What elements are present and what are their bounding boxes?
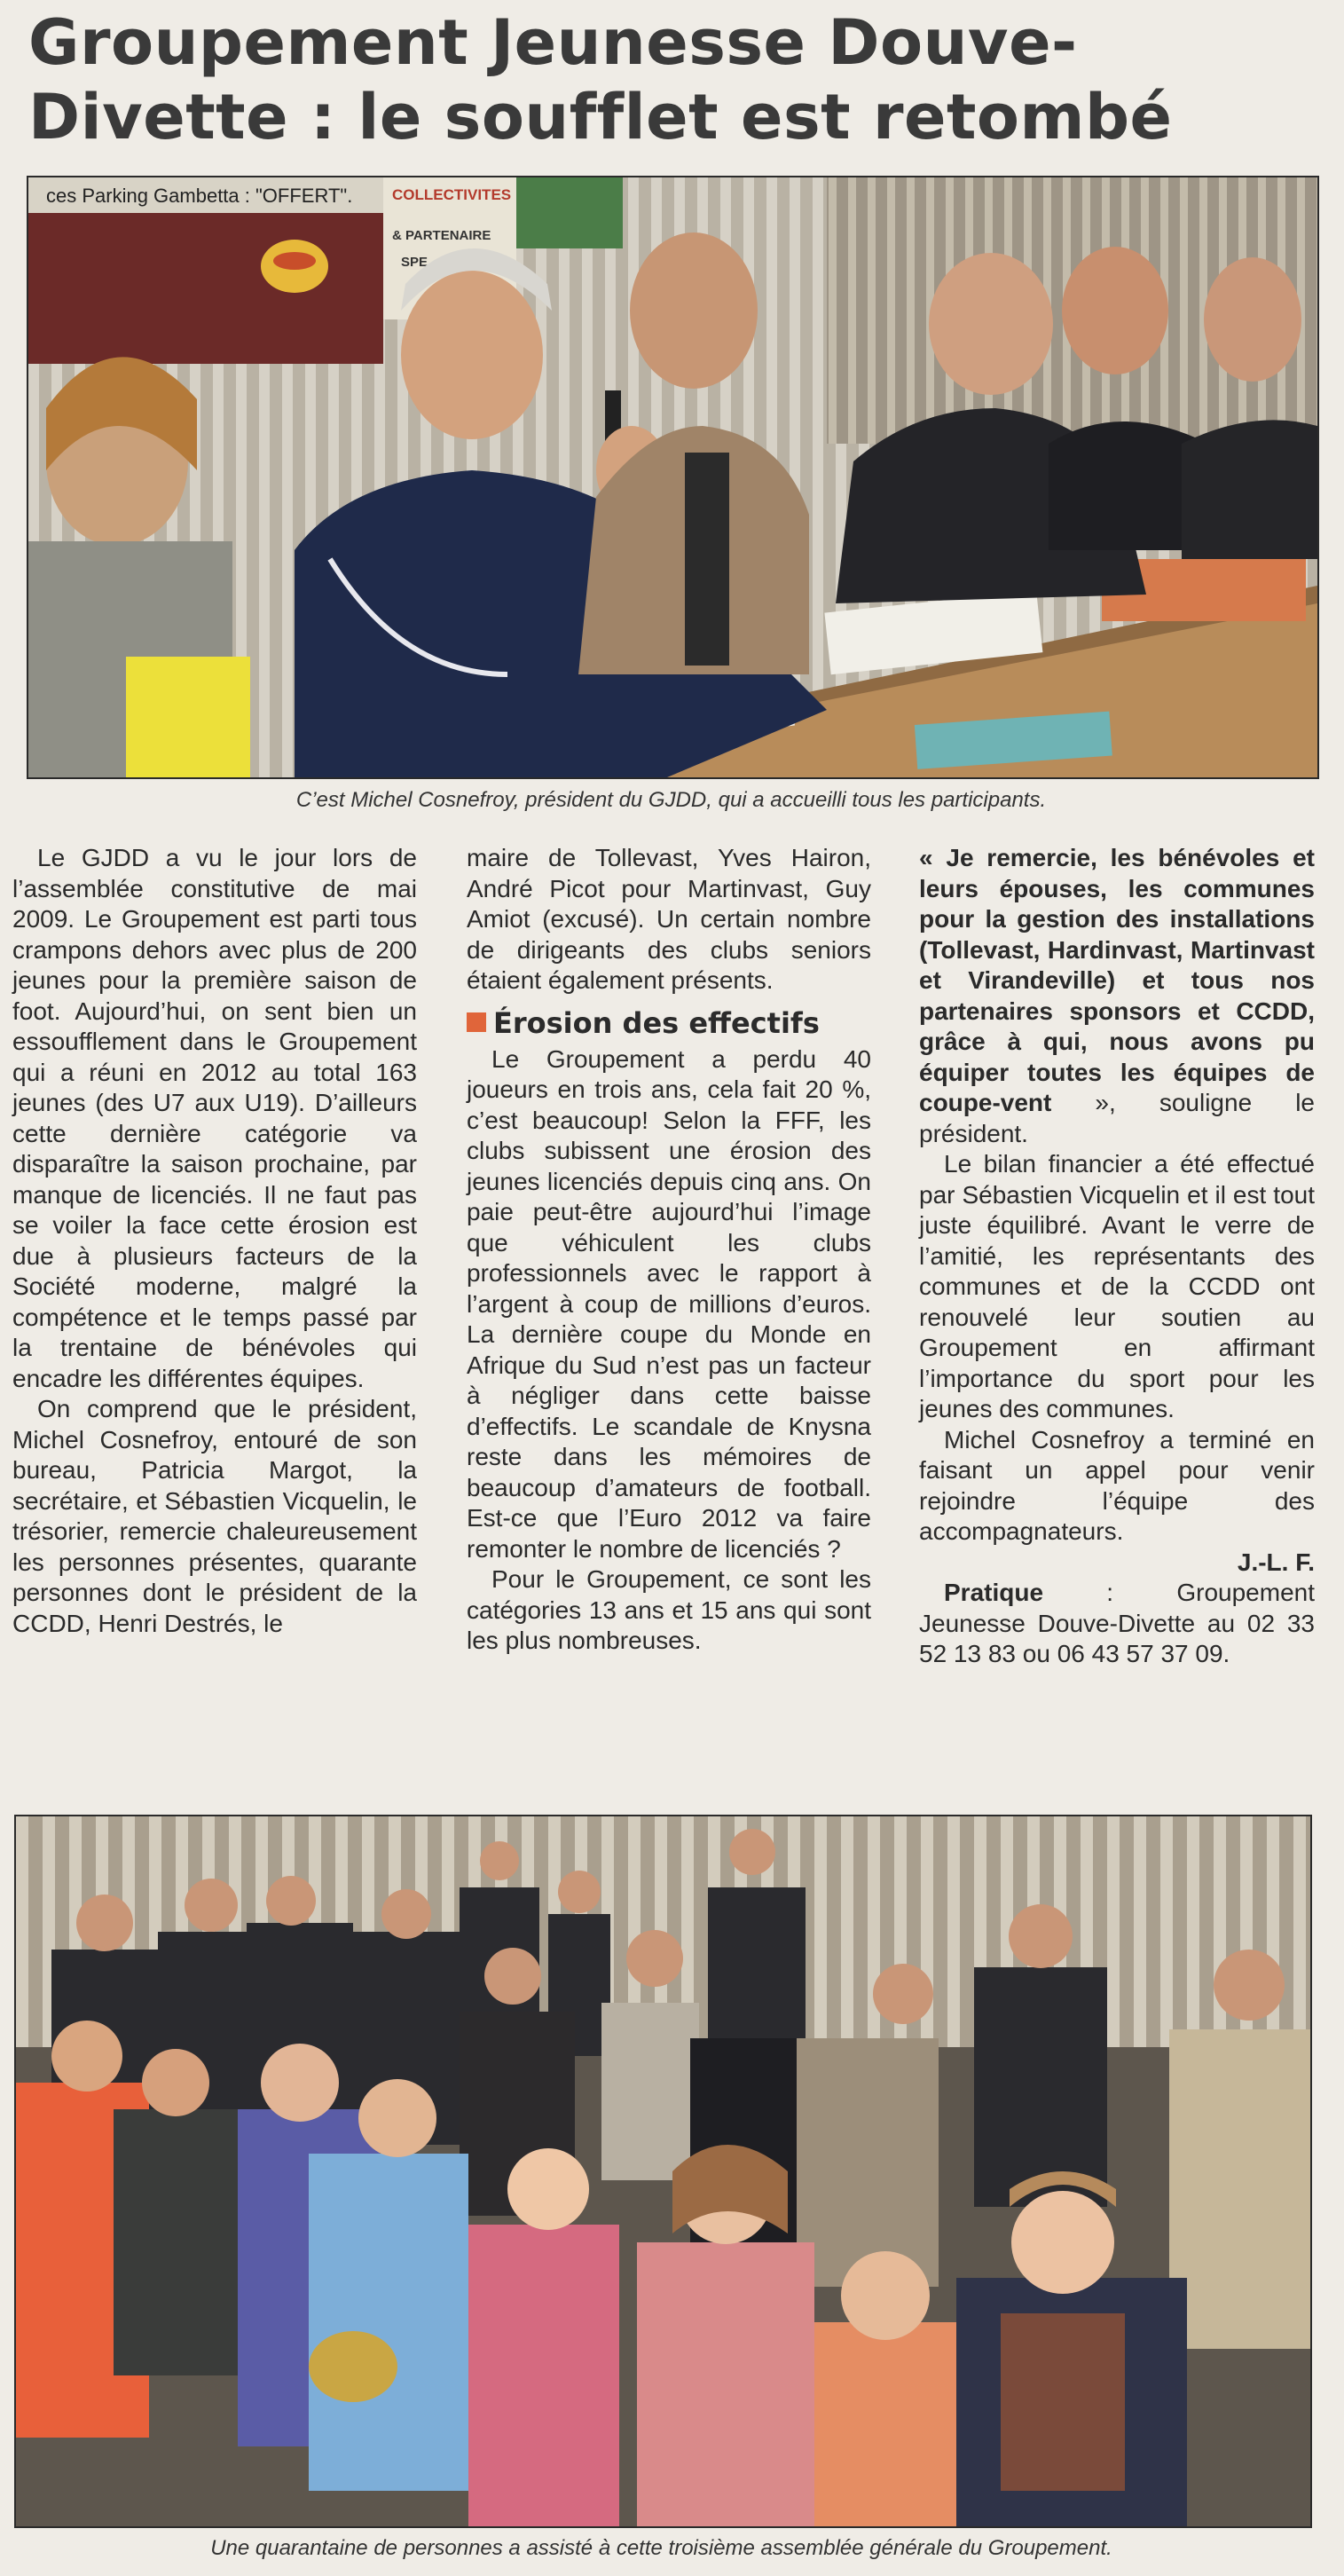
- paragraph-erosion: Le Groupement a perdu 40 joueurs en trois ans, cela fait 20 %, c’est beaucoup! Selon la FFF, les clubs subissent une érosion des jeunes licenciés depuis cinq ans. On paie peut-être aujourd’hui l’image que véhiculent les clubs professionnels avec le rapport à l’argent à coup de millions d’euros. La dernière coupe du Monde en Afrique du Sud n’est pas un facteur à négliger dans cette baisse d’effectifs. Le scandale de Knysna reste dans les mémoires de beaucoup d’amateurs de football. Est-ce que l’Euro 2012 va faire remonter le nombre de licenciés ?: [467, 1044, 871, 1563]
- article-column-1: [12, 843, 417, 1639]
- article-headline: Groupement Jeunesse Douve-Divette : le soufflet est retombé: [28, 6, 1173, 154]
- author-signature: J.-L. F.: [1237, 1548, 1315, 1576]
- quote-bold-text: « Je remercie, les bénévoles et leurs épouses, les communes pour la gestion des installations (Tollevast, Hardinvast, Martinvast et Virandeville) et tous nos partenaires sponsors et CCDD, grâce à qui, nous avons pu équiper toutes les équipes de coupe-vent: [919, 844, 1315, 1116]
- orange-square-icon: [467, 1012, 486, 1032]
- paragraph-quote: [919, 843, 1315, 1149]
- paragraph-continuation: maire de Tollevast, Yves Hairon, André Picot pour Martinvast, Guy Amiot (excusé). Un certain nombre de dirigeants des clubs seniors étaient également présents.: [467, 844, 871, 994]
- sign-text-1: COLLECTIVITES: [392, 186, 512, 203]
- subhead-text: Érosion des effectifs: [493, 1005, 820, 1040]
- paragraph-closing: Michel Cosnefroy a terminé en faisant un appel pour venir rejoindre l’équipe des accompagnateurs.: [919, 1425, 1315, 1545]
- paragraph-finance: Le bilan financier a été effectué par Sébastien Vicquelin et il est tout juste équilibré. Avant le verre de l’amitié, les représentants des communes et de la CCDD ont renouvelé leur soutien au Groupement en affirmant l’importance du sport pour les jeunes des communes.: [919, 1150, 1315, 1422]
- banner-text: ces Parking Gambetta : "OFFERT".: [46, 185, 353, 207]
- article-column-2: [467, 843, 871, 1657]
- quote-tail-text: », souligne le président.: [919, 1089, 1315, 1147]
- paragraph-categories: Pour le Groupement, ce sont les catégories 13 ans et 15 ans qui sont les plus nombreuses.: [467, 1565, 871, 1654]
- paragraph-intro: Le GJDD a vu le jour lors de l’assemblée constitutive de mai 2009. Le Groupement est parti tous crampons dehors avec plus de 200 jeunes pour la première saison de foot. Aujourd’hui, on sent bien un essoufflement dans le Groupement qui a réuni en 2012 au total 163 jeunes (des U7 aux U19). D’ailleurs cette dernière catégorie va disparaître la saison prochaine, par manque de licenciés. Il ne faut pas se voiler la face cette érosion est due à plusieurs facteurs de la Société moderne, malgré la compétence et le temps passé par la trentaine de bénévoles qui encadre les différentes équipes.: [12, 844, 417, 1392]
- paragraph-president: On comprend que le président, Michel Cosnefroy, entouré de son bureau, Patricia Margot, la secrétaire, et Sébastien Vicquelin, le trésorier, remercie chaleureusement les personnes présentes, quarante personnes dont le président de la CCDD, Henri Destrés, le: [12, 1395, 417, 1637]
- paragraph-pratique: [919, 1578, 1315, 1670]
- sign-text-2: & PARTENAIRE: [392, 228, 491, 243]
- photo-caption-top: C’est Michel Cosnefroy, président du GJDD, qui a accueilli tous les participants.: [295, 788, 1047, 812]
- section-subhead: [467, 1005, 871, 1041]
- audience-photo: [14, 1815, 1312, 2528]
- sign-text-3: SPE: [401, 255, 428, 270]
- meeting-photo: [27, 176, 1319, 779]
- pratique-label: Pratique: [944, 1579, 1044, 1606]
- photo-caption-bottom: Une quarantaine de personnes a assisté à cette troisième assemblée générale du Groupement.: [210, 2536, 1112, 2560]
- article-column-3: [919, 843, 1315, 1670]
- pratique-text: : Groupement Jeunesse Douve-Divette au 02 33 52 13 83 ou 06 43 57 37 09.: [919, 1579, 1315, 1667]
